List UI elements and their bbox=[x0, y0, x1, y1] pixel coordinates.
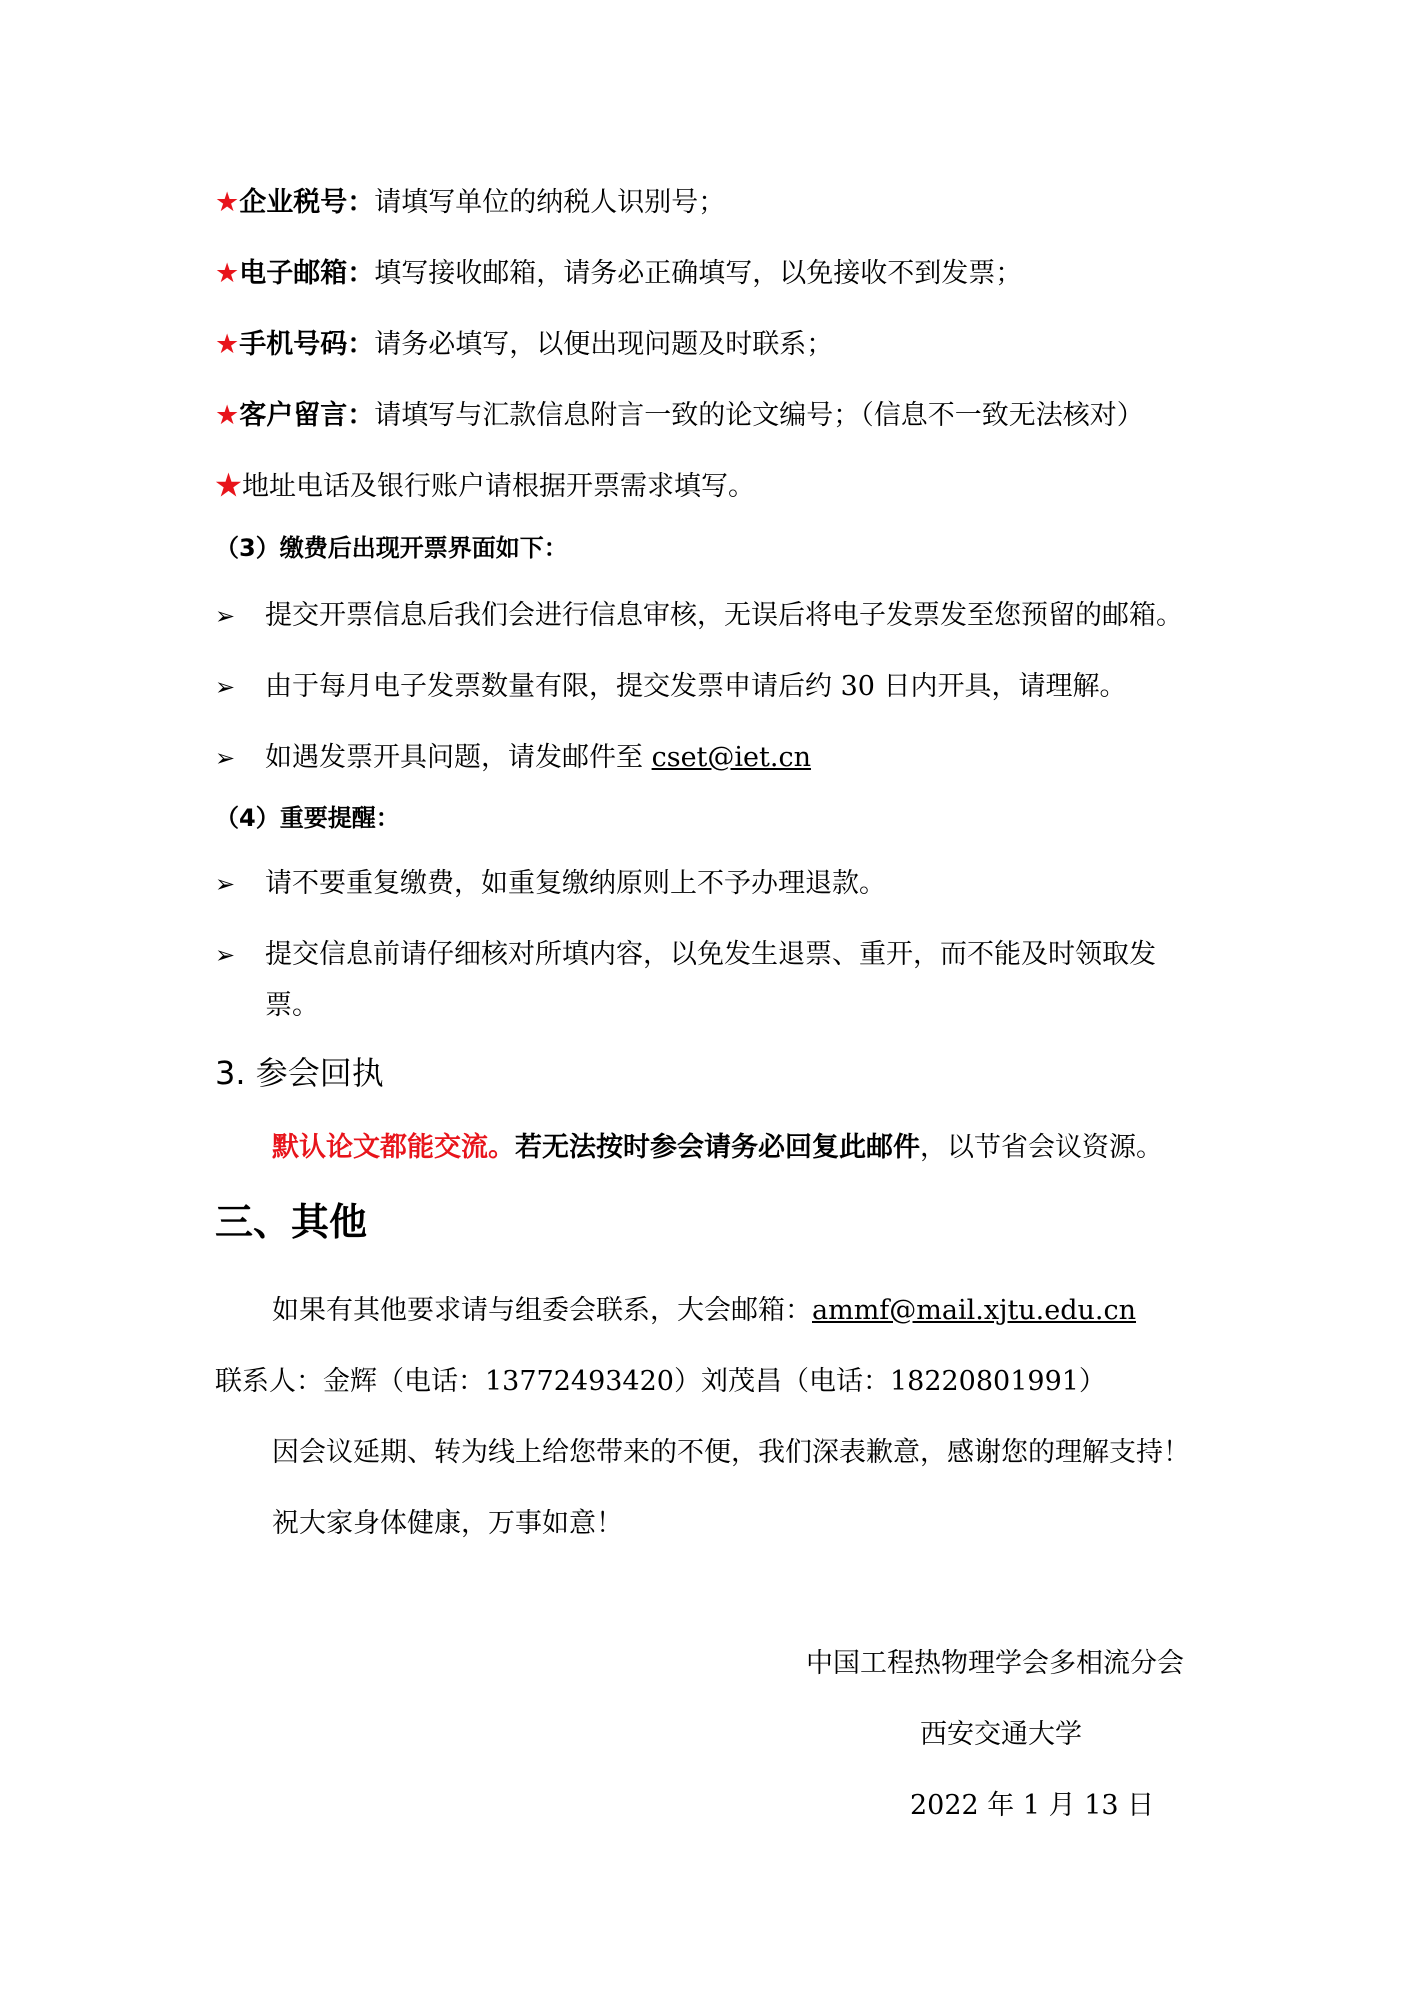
section4-bullet-2-line1: 提交信息前请仔细核对所填内容，以免发生退票、重开，而不能及时领取发 bbox=[265, 939, 1156, 970]
conference-email-link[interactable]: ammf@mail.xjtu.edu.cn bbox=[812, 1295, 1137, 1326]
field-text: 请填写与汇款信息附言一致的论文编号；（信息不一致无法核对） bbox=[374, 400, 1144, 431]
section4-heading: （4）重要提醒： bbox=[215, 804, 400, 832]
receipt-rest-text: ，以节省会议资源。 bbox=[920, 1132, 1163, 1163]
contacts-line: 联系人：金辉（电话：13772493420）刘茂昌（电话：18220801991） bbox=[215, 1366, 1106, 1397]
support-email-link[interactable]: cset@iet.cn bbox=[651, 742, 811, 773]
field-phone bbox=[215, 327, 1264, 363]
field-label: 电子邮箱： bbox=[239, 258, 375, 289]
receipt-paragraph bbox=[272, 1130, 1163, 1166]
receipt-bold-text: 若无法按时参会请务必回复此邮件 bbox=[515, 1132, 920, 1163]
other-contact-prefix: 如果有其他要求请与组委会联系，大会邮箱： bbox=[272, 1295, 812, 1326]
star-icon: ★ bbox=[215, 329, 240, 360]
field-text: 请务必填写，以便出现问题及时联系； bbox=[374, 329, 834, 360]
section3-bullet-2: 由于每月电子发票数量有限，提交发票申请后约 30 日内开具，请理解。 bbox=[265, 671, 1127, 702]
section4-bullet-2-line2: 票。 bbox=[265, 990, 319, 1021]
star-icon: ★ bbox=[215, 471, 242, 502]
section3-bullet-3 bbox=[265, 740, 1264, 776]
other-heading: 三、其他 bbox=[215, 1200, 368, 1244]
field-message bbox=[215, 398, 1264, 434]
receipt-red-text: 默认论文都能交流。 bbox=[272, 1132, 515, 1163]
star-icon: ★ bbox=[215, 258, 240, 289]
signature-org2: 西安交通大学 bbox=[920, 1719, 1082, 1750]
field-text: 填写接收邮箱，请务必正确填写，以免接收不到发票； bbox=[374, 258, 1023, 289]
address-note bbox=[215, 469, 1264, 505]
field-text: 请填写单位的纳税人识别号； bbox=[374, 187, 726, 218]
star-icon: ★ bbox=[215, 187, 240, 218]
apology-line: 因会议延期、转为线上给您带来的不便，我们深表歉意，感谢您的理解支持！ bbox=[272, 1437, 1190, 1468]
arrow-bullet-icon: ➢ bbox=[215, 870, 236, 898]
arrow-bullet-icon: ➢ bbox=[215, 941, 236, 969]
receipt-heading: 3. 参会回执 bbox=[215, 1054, 384, 1092]
arrow-bullet-icon: ➢ bbox=[215, 673, 236, 701]
field-label: 手机号码： bbox=[239, 329, 375, 360]
wish-line: 祝大家身体健康，万事如意！ bbox=[272, 1508, 623, 1539]
arrow-bullet-icon: ➢ bbox=[215, 744, 236, 772]
bullet-3-prefix: 如遇发票开具问题，请发邮件至 bbox=[265, 742, 652, 773]
signature-date: 2022 年 1 月 13 日 bbox=[910, 1790, 1155, 1821]
field-email bbox=[215, 256, 1264, 292]
other-contact-line bbox=[272, 1293, 1136, 1329]
section3-heading: （3）缴费后出现开票界面如下： bbox=[215, 534, 568, 562]
star-icon: ★ bbox=[215, 400, 240, 431]
field-tax-id bbox=[215, 185, 1264, 221]
field-label: 企业税号： bbox=[239, 187, 375, 218]
section3-bullet-1: 提交开票信息后我们会进行信息审核，无误后将电子发票发至您预留的邮箱。 bbox=[265, 600, 1183, 631]
field-label: 客户留言： bbox=[239, 400, 375, 431]
signature-org1: 中国工程热物理学会多相流分会 bbox=[806, 1648, 1184, 1679]
address-note-text: 地址电话及银行账户请根据开票需求填写。 bbox=[242, 471, 755, 502]
section4-bullet-1: 请不要重复缴费，如重复缴纳原则上不予办理退款。 bbox=[265, 868, 886, 899]
arrow-bullet-icon: ➢ bbox=[215, 602, 236, 630]
